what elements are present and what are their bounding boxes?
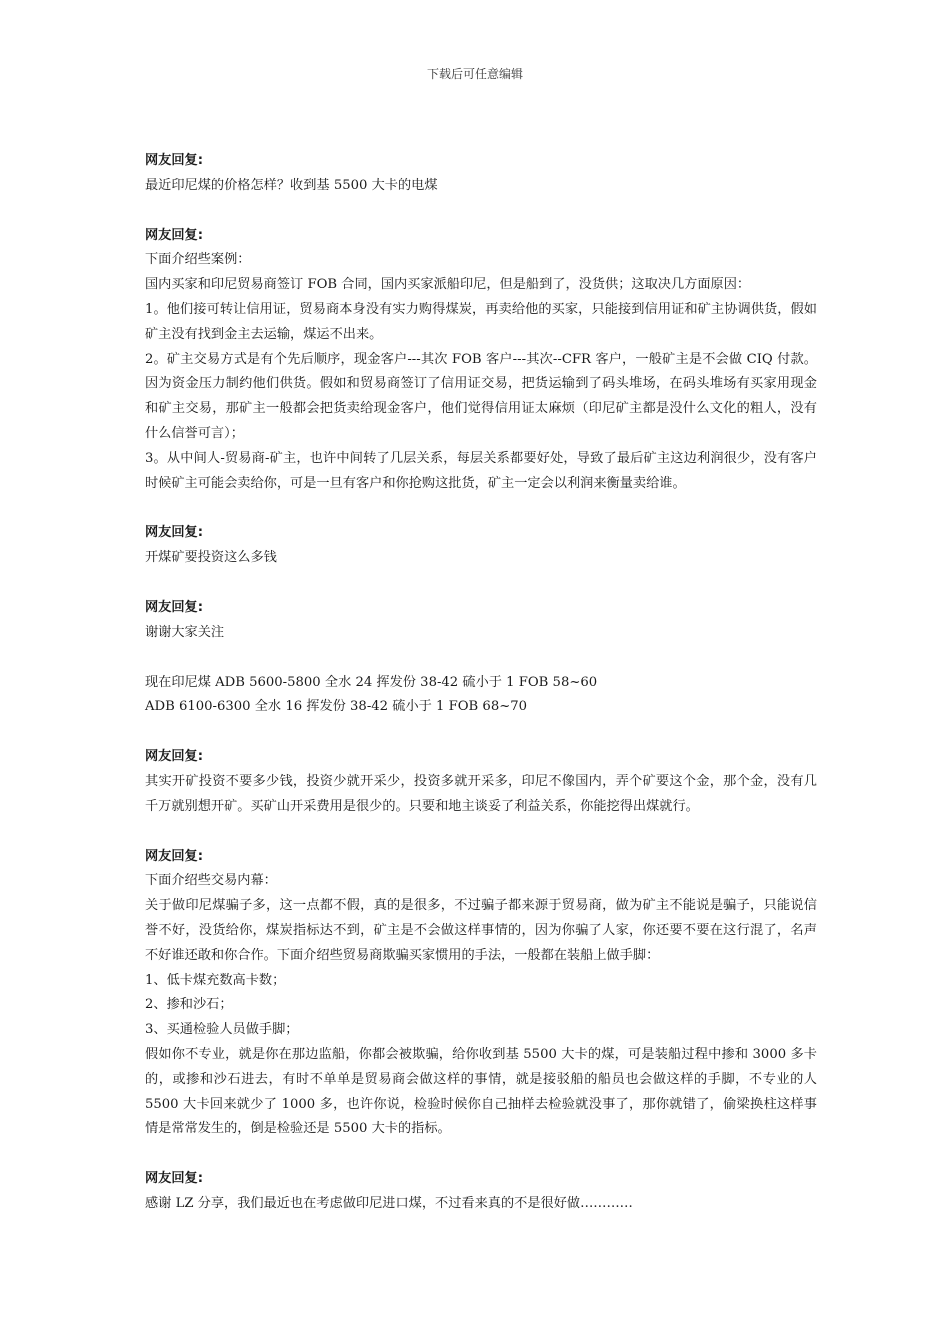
reply-section	[145, 845, 817, 1143]
reply-section	[145, 149, 817, 199]
reply-paragraph: 1、低卡煤充数高卡数；	[145, 972, 286, 988]
reply-paragraph: 3、买通检验人员做手脚；	[145, 1022, 299, 1038]
reply-paragraph: 关于做印尼煤骗子多，这一点都不假，真的是很多，不过骗子都来源于贸易商，做为矿主不能说是骗子，只能说信誉不好，没货给你，煤炭指标达不到，矿主是不会做这样事情的，因为你骗了人家，你还要不要在这行混了，名声不好谁还敢和你合作。下面介绍些贸易商欺骗买家惯用的手法，一般都在装船上做手脚：	[145, 898, 817, 963]
reply-paragraph: 3。从中间人-贸易商-矿主，也许中间转了几层关系，每层关系都要好处，导致了最后矿主这边利润很少，没有客户时候矿主可能会卖给你，可是一旦有客户和你抢购这批货，矿主一定会以利润来衡量卖给谁。	[145, 450, 817, 491]
reply-label: 网友回复:	[145, 599, 204, 615]
reply-paragraph: 假如你不专业，就是你在那边监船，你都会被欺骗，给你收到基 5500 大卡的煤，可是装船过程中掺和 3000 多卡的，或掺和沙石进去，有时不单单是贸易商会做这样的事情，就是接驳船的船员也会做这样的手脚，不专业的人 5500 大卡回来就少了 1000 多，也许你说，检验时候你自己抽样去检验就没事了，那你就错了，偷梁换柱这样事情是常常发生的，倒是检验还是 5500 大卡的指标。	[145, 1046, 817, 1137]
reply-paragraph: 感谢 LZ 分享，我们最近也在考虑做印尼进口煤，不过看来真的不是很好做…………	[145, 1195, 633, 1211]
reply-paragraph: 下面介绍些案例：	[145, 252, 251, 268]
reply-section	[145, 745, 817, 819]
reply-label: 网友回复:	[145, 848, 204, 864]
reply-section	[145, 1167, 817, 1217]
reply-label: 网友回复:	[145, 227, 204, 243]
reply-paragraph: 下面介绍些交易内幕：	[145, 873, 277, 889]
reply-paragraph	[145, 646, 817, 671]
page-header: 下载后可任意编辑	[426, 67, 523, 81]
reply-paragraph: 2、掺和沙石；	[145, 997, 233, 1013]
reply-section	[145, 596, 817, 720]
reply-paragraph: ADB 6100-6300 全水 16 挥发份 38-42 硫小于 1 FOB 68~70	[145, 699, 528, 715]
reply-thread	[145, 149, 817, 1242]
reply-paragraph: 最近印尼煤的价格怎样？收到基 5500 大卡的电煤	[145, 177, 438, 193]
reply-paragraph: 国内买家和印尼贸易商签订 FOB 合同，国内买家派船印尼，但是船到了，没货供；这取决几方面原因：	[145, 277, 751, 293]
reply-label: 网友回复:	[145, 525, 204, 541]
reply-paragraph: 其实开矿投资不要多少钱，投资少就开采少，投资多就开采多，印尼不像国内，弄个矿要这个金，那个金，没有几千万就别想开矿。买矿山开采费用是很少的。只要和地主谈妥了利益关系，你能挖得出煤就行。	[145, 773, 817, 814]
reply-section	[145, 521, 817, 571]
reply-section	[145, 224, 817, 497]
reply-label: 网友回复:	[145, 153, 204, 168]
reply-label: 网友回复:	[145, 749, 204, 765]
reply-label: 网友回复:	[145, 1171, 204, 1187]
reply-paragraph: 开煤矿要投资这么多钱	[145, 550, 277, 566]
reply-paragraph: 现在印尼煤 ADB 5600-5800 全水 24 挥发份 38-42 硫小于 1 FOB 58~60	[145, 674, 598, 690]
reply-paragraph: 1。他们接可转让信用证，贸易商本身没有实力购得煤炭，再卖给他的买家，只能接到信用证和矿主协调供货，假如矿主没有找到金主去运输，煤运不出来。	[145, 301, 817, 342]
reply-paragraph: 谢谢大家关注	[145, 624, 225, 640]
reply-paragraph: 2。矿主交易方式是有个先后顺序，现金客户---其次 FOB 客户---其次--CFR 客户，一般矿主是不会做 CIQ 付款。因为资金压力制约他们供货。假如和贸易商签订了信用证交易，把货运输到了码头堆场，在码头堆场有买家用现金和矿主交易，那矿主一般都会把货卖给现金客户，他们觉得信用证太麻烦（印尼矿主都是没什么文化的粗人，没有什么信誉可言）；	[145, 351, 817, 441]
